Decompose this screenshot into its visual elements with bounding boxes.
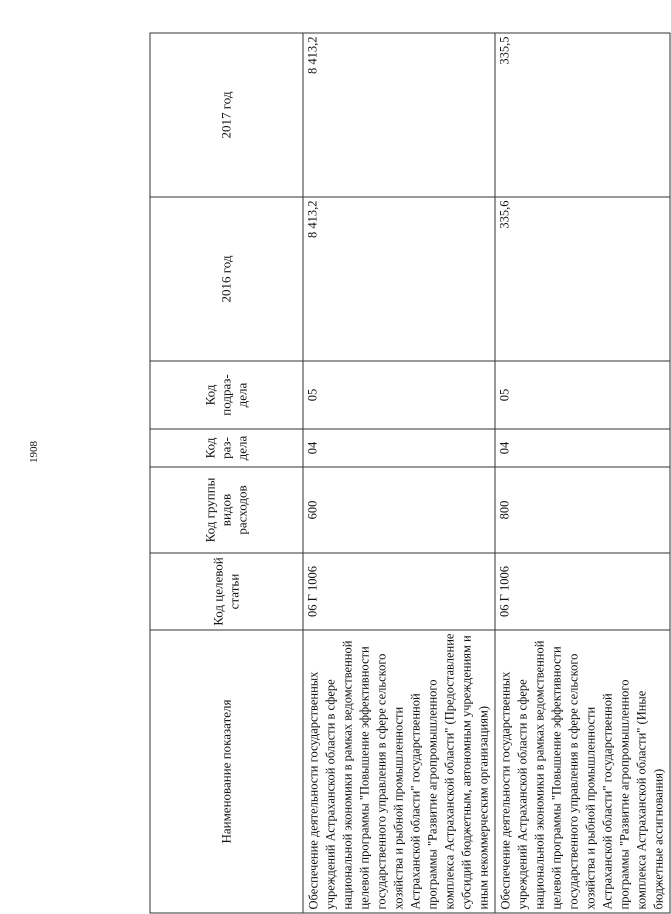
amount-2017-cell: 8 413,2: [303, 33, 495, 197]
amount-2016-cell: 335,6: [495, 197, 670, 361]
header-expense-group-code: Код группы видов расходов: [150, 467, 303, 553]
budget-table-container: [150, 34, 666, 914]
budget-table: [150, 33, 671, 914]
amount-2017-cell: 335,5: [495, 33, 670, 197]
expense-group-cell: 800: [495, 467, 670, 553]
table-row: [303, 33, 495, 913]
page-number: 1908: [28, 441, 40, 463]
target-code-cell: 06 Г 1006: [495, 553, 670, 630]
section-cell: 04: [495, 429, 670, 467]
header-target-code: Код целевой статьи: [150, 553, 303, 630]
header-indicator-name: Наименование показателя: [150, 630, 303, 913]
indicator-name-cell: Обеспечение деятельности государственных учреждений Астраханской области в сфере национальной экономики в рамках ведомственной целевой программы "Повышение эффективности государственного управления в сфере сельского хозяйства и рыбной промышленности Астраханской области" государственной программы "Развитие агропромышленного комплекса Астраханской области" (Иные бюджетные ассигнования): [495, 630, 670, 913]
section-cell: 04: [303, 429, 495, 467]
subsection-cell: 05: [495, 361, 670, 429]
target-code-cell: 06 Г 1006: [303, 553, 495, 630]
expense-group-cell: 600: [303, 467, 495, 553]
header-year-2017: 2017 год: [150, 33, 303, 197]
header-year-2016: 2016 год: [150, 197, 303, 361]
table-row: [495, 33, 670, 913]
header-subsection-code: Код подраз-дела: [150, 361, 303, 429]
table-header-row: [150, 33, 303, 913]
indicator-name-cell: Обеспечение деятельности государственных учреждений Астраханской области в сфере национальной экономики в рамках ведомственной целевой программы "Повышение эффективности государственного управления в сфере сельского хозяйства и рыбной промышленности Астраханской области" государственной программы "Развитие агропромышленного комплекса Астраханской области" (Предоставление субсидий бюджетным, автономным учреждениям и иным некоммерческим организациям): [303, 630, 495, 913]
subsection-cell: 05: [303, 361, 495, 429]
header-section-code: Код раз-дела: [150, 429, 303, 467]
amount-2016-cell: 8 413,2: [303, 197, 495, 361]
